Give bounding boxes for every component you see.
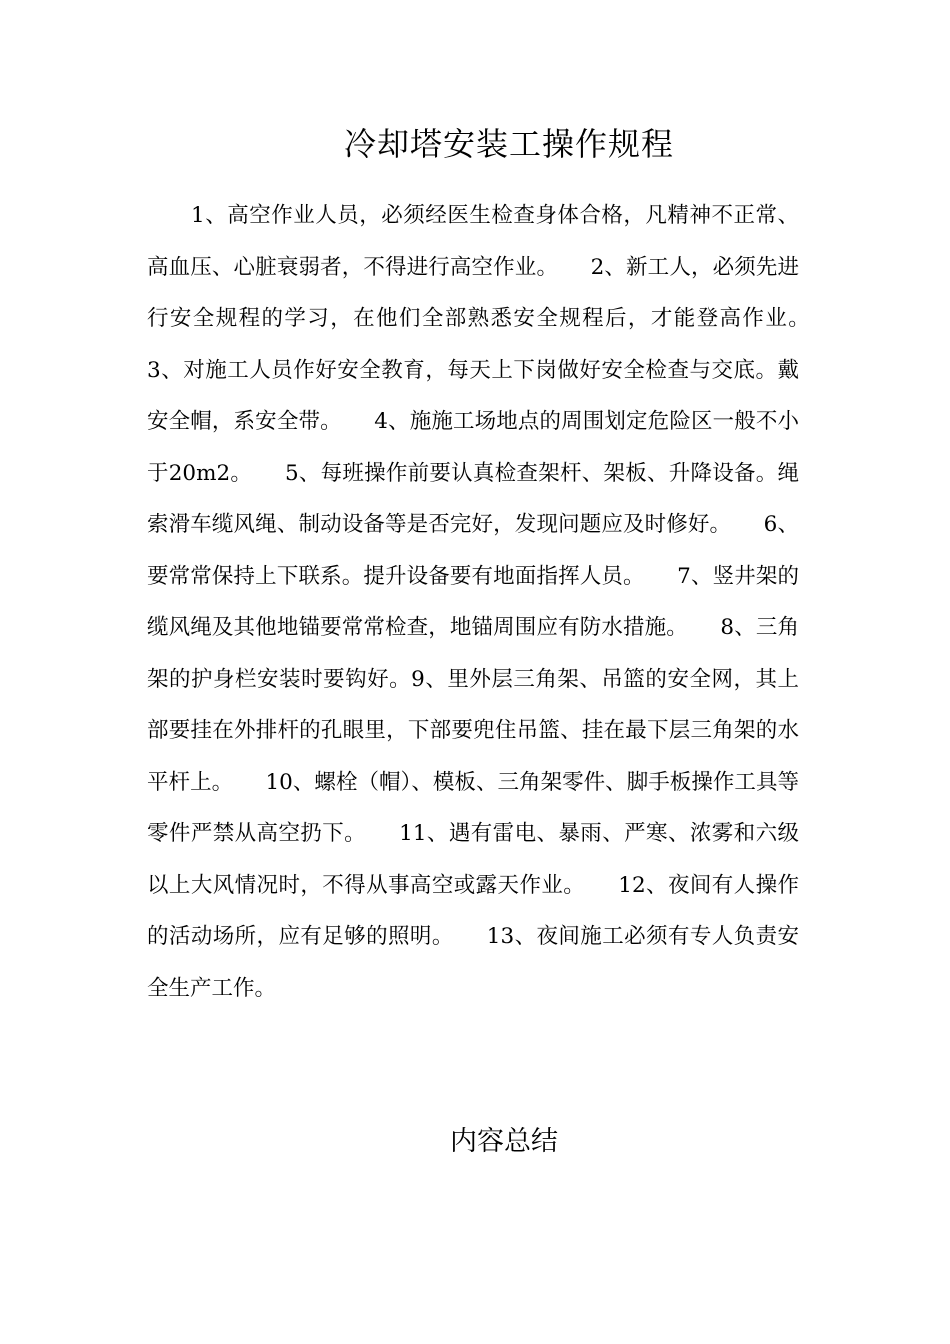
summary-heading: 内容总结 [450,1126,558,1157]
regulation-body-text: 1、高空作业人员，必须经医生检查身体合格，凡精神不正常、高血压、心脏衰弱者，不得进行高空作业。 2、新工人，必须先进行安全规程的学习，在他们全部熟悉安全规程后，才能登高作业。 3、对施工人员作好安全教育，每天上下岗做好安全检查与交底。戴安全帽，系安全带。 4、施施工场地点的周围划定危险区一般不小于20m2。 5、每班操作前要认真检查架杆、架板、升降设备。绳索滑车缆风绳、制动设备等是否完好，发现问题应及时修好。 6、要常常保持上下联系。提升设备要有地面指挥人员。 7、竖井架的缆风绳及其他地锚要常常检查，地锚周围应有防水措施。 8、三角架的护身栏安装时要钩好。9、里外层三角架、吊篮的安全网，其上部要挂在外排杆的孔眼里，下部要兜住吊篮、挂在最下层三角架的水平杆上。 10、螺栓（帽）、模板、三角架零件、脚手板操作工具等零件严禁从高空扔下。 11、遇有雷电、暴雨、严寒、浓雾和六级以上大风情况时，不得从事高空或露天作业。 12、夜间有人操作的活动场所，应有足够的照明。 13、夜间施工必须有专人负责安全生产工作。 [147,203,843,1001]
document-title: 冷却塔安装工操作规程 [343,125,674,163]
